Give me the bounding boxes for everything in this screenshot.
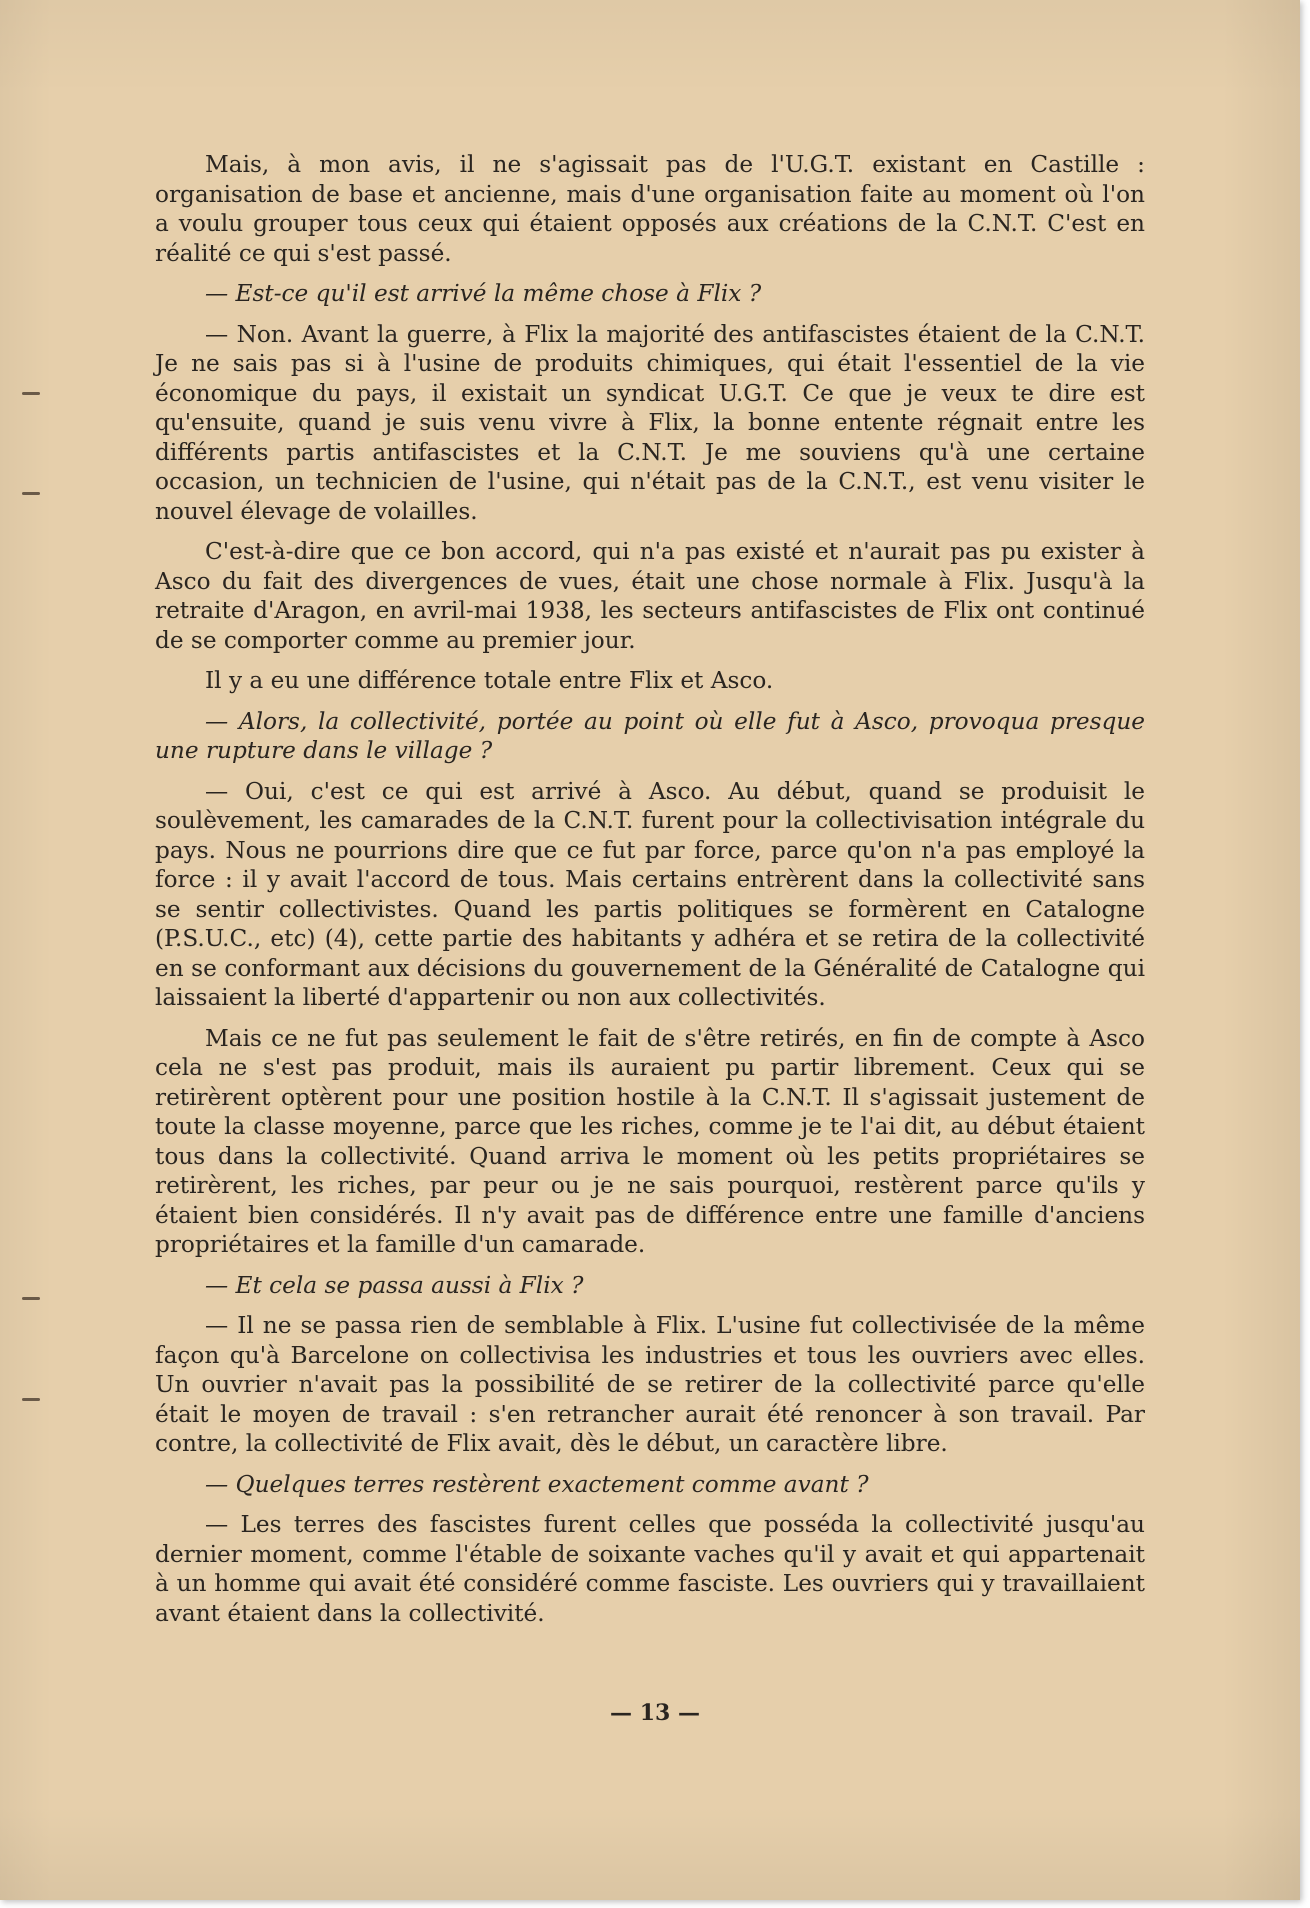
margin-mark bbox=[22, 1398, 40, 1401]
paragraph: — Non. Avant la guerre, à Flix la majorité des antifascistes étaient de la C.N.T. Je ne sais pas si à l'usine de produits chimiques, qui était l'essentiel de la vie économique du pays, il existait un syndicat U.G.T. Ce que je veux te dire est qu'ensuite, quand je suis venu vivre à Flix, la bonne entente régnait entre les différents partis antifascistes et la C.N.T. Je me souviens qu'à une certaine occasion, un technicien de l'usine, qui n'était pas de la C.N.T., est venu visiter le nouvel élevage de volailles. bbox=[155, 320, 1145, 525]
page-number: — 13 — bbox=[610, 1700, 700, 1726]
paragraph: — Oui, c'est ce qui est arrivé à Asco. Au début, quand se produisit le soulèvement, les camarades de la C.N.T. furent pour la collectivisation intégrale du pays. Nous ne pourrions dire que ce fut par force, parce qu'on n'a pas employé la force : il y avait l'accord de tous. Mais certains entrèrent dans la collectivité sans se sentir collectivistes. Quand les partis politiques se formèrent en Catalogne (P.S.U.C., etc) (4), cette partie des habitants y adhéra et se retira de la collectivité en se conformant aux décisions du gouvernement de la Généralité de Catalogne qui laissaient la liberté d'appartenir ou non aux collectivités. bbox=[155, 777, 1145, 1011]
paragraph: — Il ne se passa rien de semblable à Flix. L'usine fut collectivisée de la même façon qu'à Barcelone on collectivisa les industries et tous les ouvriers avec elles. Un ouvrier n'avait pas la possibilité de se retirer de la collectivité parce qu'elle était le moyen de travail : s'en retrancher aurait été renoncer à son travail. Par contre, la collectivité de Flix avait, dès le début, un caractère libre. bbox=[155, 1312, 1145, 1457]
interview-question: — Et cela se passa aussi à Flix ? bbox=[205, 1271, 584, 1299]
paragraph: Il y a eu une différence totale entre Flix et Asco. bbox=[205, 667, 774, 694]
margin-mark bbox=[22, 492, 40, 495]
paragraph: Mais ce ne fut pas seulement le fait de s'être retirés, en fin de compte à Asco cela ne s'est pas produit, mais ils auraient pu partir librement. Ceux qui se retirèrent optèrent pour une position hostile à la C.N.T. Il s'agissait justement de toute la classe moyenne, parce que les riches, comme je te l'ai dit, au début étaient tous dans la collectivité. Quand arriva le moment où les petits propriétaires se retirèrent, les riches, par peur ou je ne sais pourquoi, restèrent parce qu'ils y étaient bien considérés. Il n'y avait pas de différence entre une famille d'anciens propriétaires et la famille d'un camarade. bbox=[155, 1024, 1145, 1258]
margin-mark bbox=[22, 1297, 40, 1300]
interview-question: — Quelques terres restèrent exactement comme avant ? bbox=[205, 1470, 869, 1498]
interview-question: — Est-ce qu'il est arrivé la même chose à Flix ? bbox=[205, 280, 762, 307]
paragraph: Mais, à mon avis, il ne s'agissait pas de l'U.G.T. existant en Castille : organisation de base et ancienne, mais d'une organisation faite au moment où l'on a voulu grouper tous ceux qui étaient opposés aux créations de la C.N.T. C'est en réalité ce qui s'est passé. bbox=[155, 151, 1145, 267]
interview-question: — Alors, la collectivité, portée au point où elle fut à Asco, provoqua presque une rupture dans le village ? bbox=[155, 707, 1145, 764]
body-text bbox=[155, 150, 1145, 1639]
margin-mark bbox=[22, 392, 40, 395]
paragraph: — Les terres des fascistes furent celles que posséda la collectivité jusqu'au dernier moment, comme l'étable de soixante vaches qu'il y avait et qui appartenait à un homme qui avait été considéré comme fasciste. Les ouvriers qui y travaillaient avant étaient dans la collectivité. bbox=[155, 1511, 1145, 1627]
paragraph: C'est-à-dire que ce bon accord, qui n'a pas existé et n'aurait pas pu exister à Asco du fait des divergences de vues, était une chose normale à Flix. Jusqu'à la retraite d'Aragon, en avril-mai 1938, les secteurs antifascistes de Flix ont continué de se comporter comme au premier jour. bbox=[155, 538, 1145, 654]
